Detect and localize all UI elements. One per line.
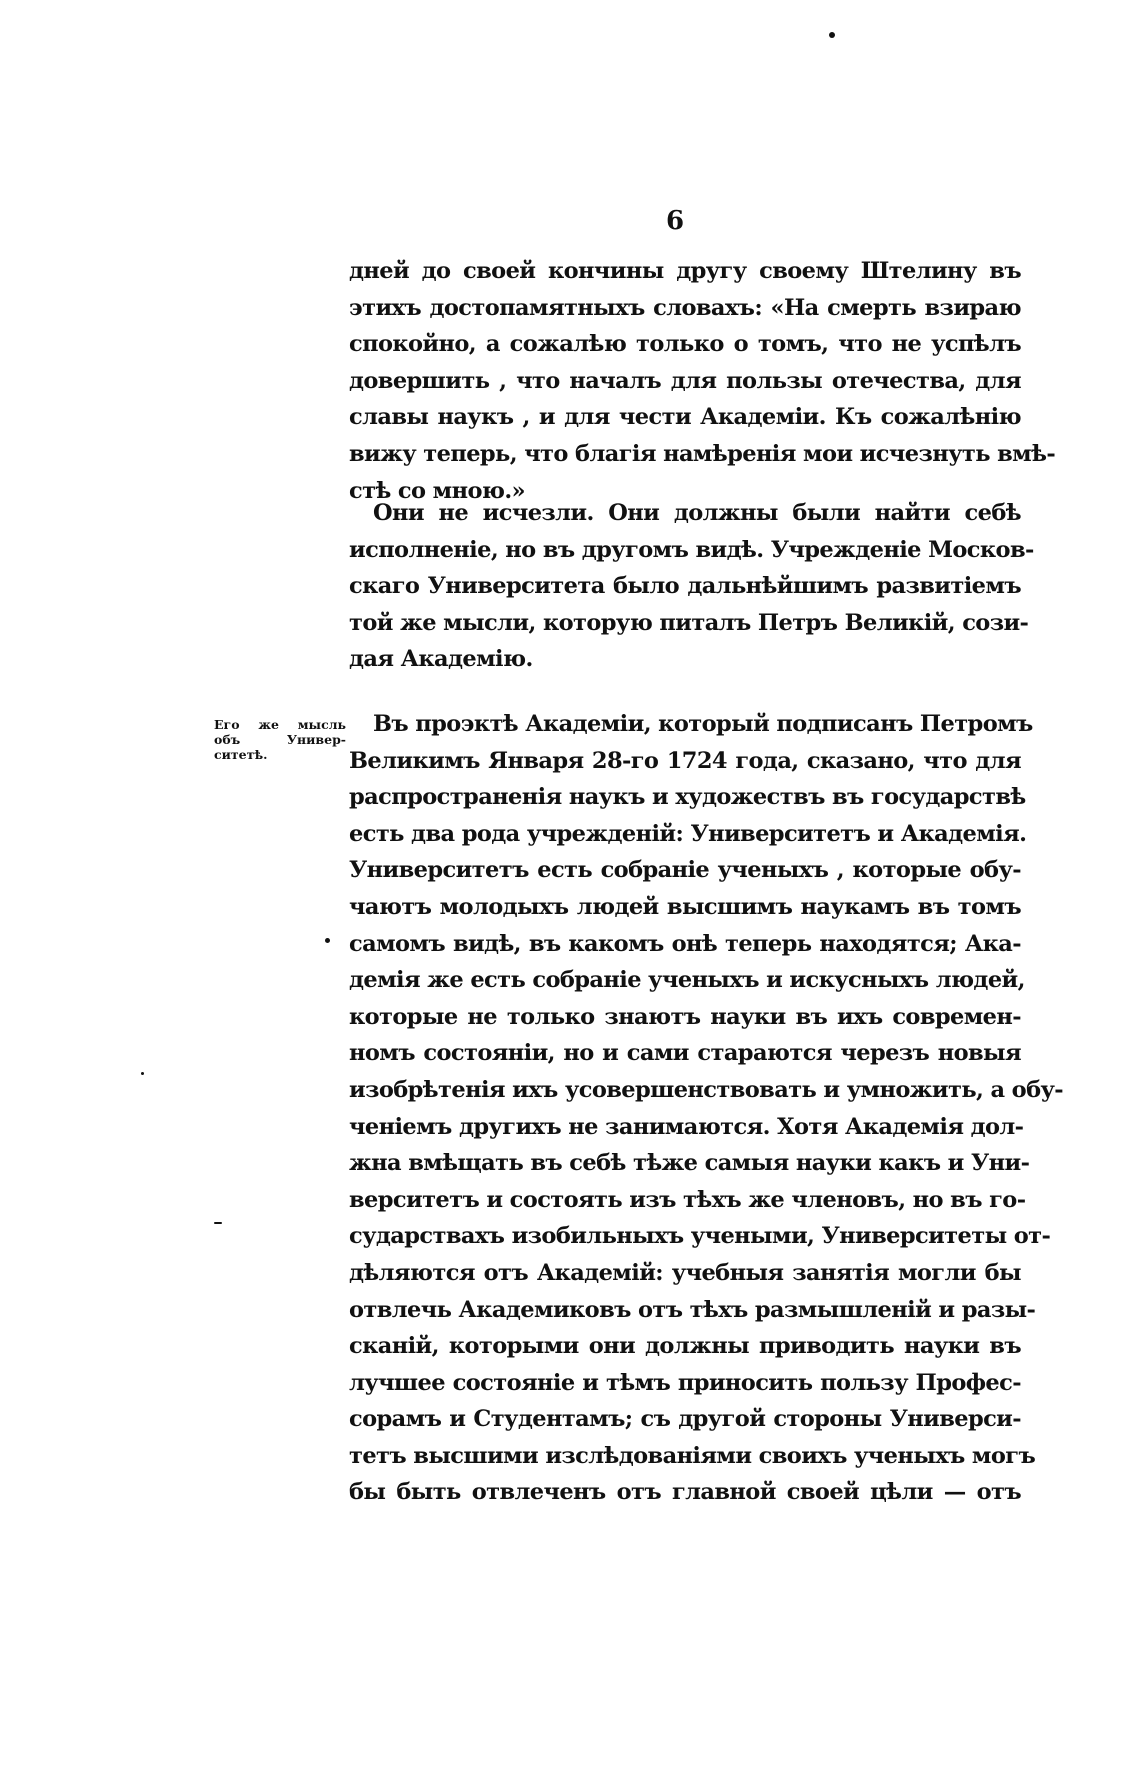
text-line: распространенія наукъ и художествъ въ государствѣ <box>349 784 1026 811</box>
text-line: Великимъ Января 28-го 1724 года, сказано, что для <box>349 747 1021 774</box>
ink-speck <box>325 938 330 943</box>
text-line: изобрѣтенія ихъ усовершенствовать и умножить, а обу- <box>349 1076 1064 1103</box>
ink-speck <box>214 1222 222 1224</box>
text-line: дѣляются отъ Академій: учебныя занятія могли бы <box>349 1259 1021 1286</box>
text-line: исполненіе, но въ другомъ видѣ. Учрежденіе Москов- <box>349 536 1034 563</box>
text-line: сорамъ и Студентамъ; съ другой стороны Универси- <box>349 1406 1021 1433</box>
paragraph-2 <box>349 495 1034 678</box>
text-line: отвлечь Академиковъ отъ тѣхъ размышленій и разы- <box>349 1296 1036 1323</box>
page-number: 6 <box>666 206 685 236</box>
text-line: дней до своей кончины другу своему Штелину въ <box>349 258 1021 284</box>
text-line: тетъ высшими изслѣдованіями своихъ ученыхъ могъ <box>349 1442 1036 1469</box>
text-line: довершить , что началъ для пользы отечества, для <box>349 367 1021 394</box>
marginal-note-line: ситетѣ. <box>214 747 268 762</box>
text-line: вижу теперь, что благія намѣренія мои исчезнуть вмѣ- <box>349 440 1056 467</box>
text-line: верситетъ и состоять изъ тѣхъ же членовъ, но въ го- <box>349 1186 1026 1213</box>
text-line: есть два рода учрежденій: Университетъ и Академія. <box>349 820 1027 847</box>
text-line: славы наукъ , и для чести Академіи. Къ сожалѣнію <box>349 404 1021 431</box>
text-line: демія же есть собраніе ученыхъ и искусныхъ людей, <box>349 967 1025 994</box>
text-line: ченіемъ другихъ не занимаются. Хотя Академія дол- <box>349 1113 1024 1140</box>
text-line: дая Академію. <box>349 646 533 673</box>
text-line: той же мысли, которую питалъ Петръ Великій, сози- <box>349 609 1029 636</box>
text-line: сударствахъ изобильныхъ учеными, Университеты от- <box>349 1223 1051 1250</box>
text-line: этихъ достопамятныхъ словахъ: «На смерть взираю <box>349 294 1021 321</box>
text-line: лучшее состояніе и тѣмъ приносить пользу Профес- <box>349 1369 1021 1396</box>
text-line: Въ проэктѣ Академіи, который подписанъ Петромъ <box>373 711 1033 737</box>
text-line: скаго Университета было дальнѣйшимъ развитіемъ <box>349 573 1021 600</box>
text-line: Университетъ есть собраніе ученыхъ , которые обу- <box>349 857 1021 884</box>
text-line: самомъ видѣ, въ какомъ онѣ теперь находятся; Ака- <box>349 930 1021 957</box>
text-line: Они не исчезли. Они должны были найти себѣ <box>373 500 1021 526</box>
text-line: бы быть отвлеченъ отъ главной своей цѣли — отъ <box>349 1479 1021 1506</box>
text-line: чаютъ молодыхъ людей высшимъ наукамъ въ томъ <box>349 893 1021 920</box>
text-line: стѣ со мною.» <box>349 477 526 504</box>
marginal-note-line: объ Универ- <box>214 732 346 747</box>
text-line: номъ состояніи, но и сами стараются черезъ новыя <box>349 1040 1021 1067</box>
ink-speck <box>141 1072 144 1075</box>
marginal-note-line: Его же мысль <box>214 717 346 732</box>
text-line: которые не только знаютъ науки въ ихъ современ- <box>349 1003 1021 1030</box>
ink-speck <box>829 32 835 38</box>
text-line: сканій, которыми они должны приводить науки въ <box>349 1333 1021 1360</box>
text-line: жна вмѣщать въ себѣ тѣже самыя науки какъ и Уни- <box>349 1150 1030 1177</box>
paragraph-3 <box>349 706 1064 1511</box>
paragraph-1 <box>349 253 1056 509</box>
text-line: спокойно, а сожалѣю только о томъ, что не успѣлъ <box>349 331 1021 358</box>
marginal-note <box>214 717 346 762</box>
